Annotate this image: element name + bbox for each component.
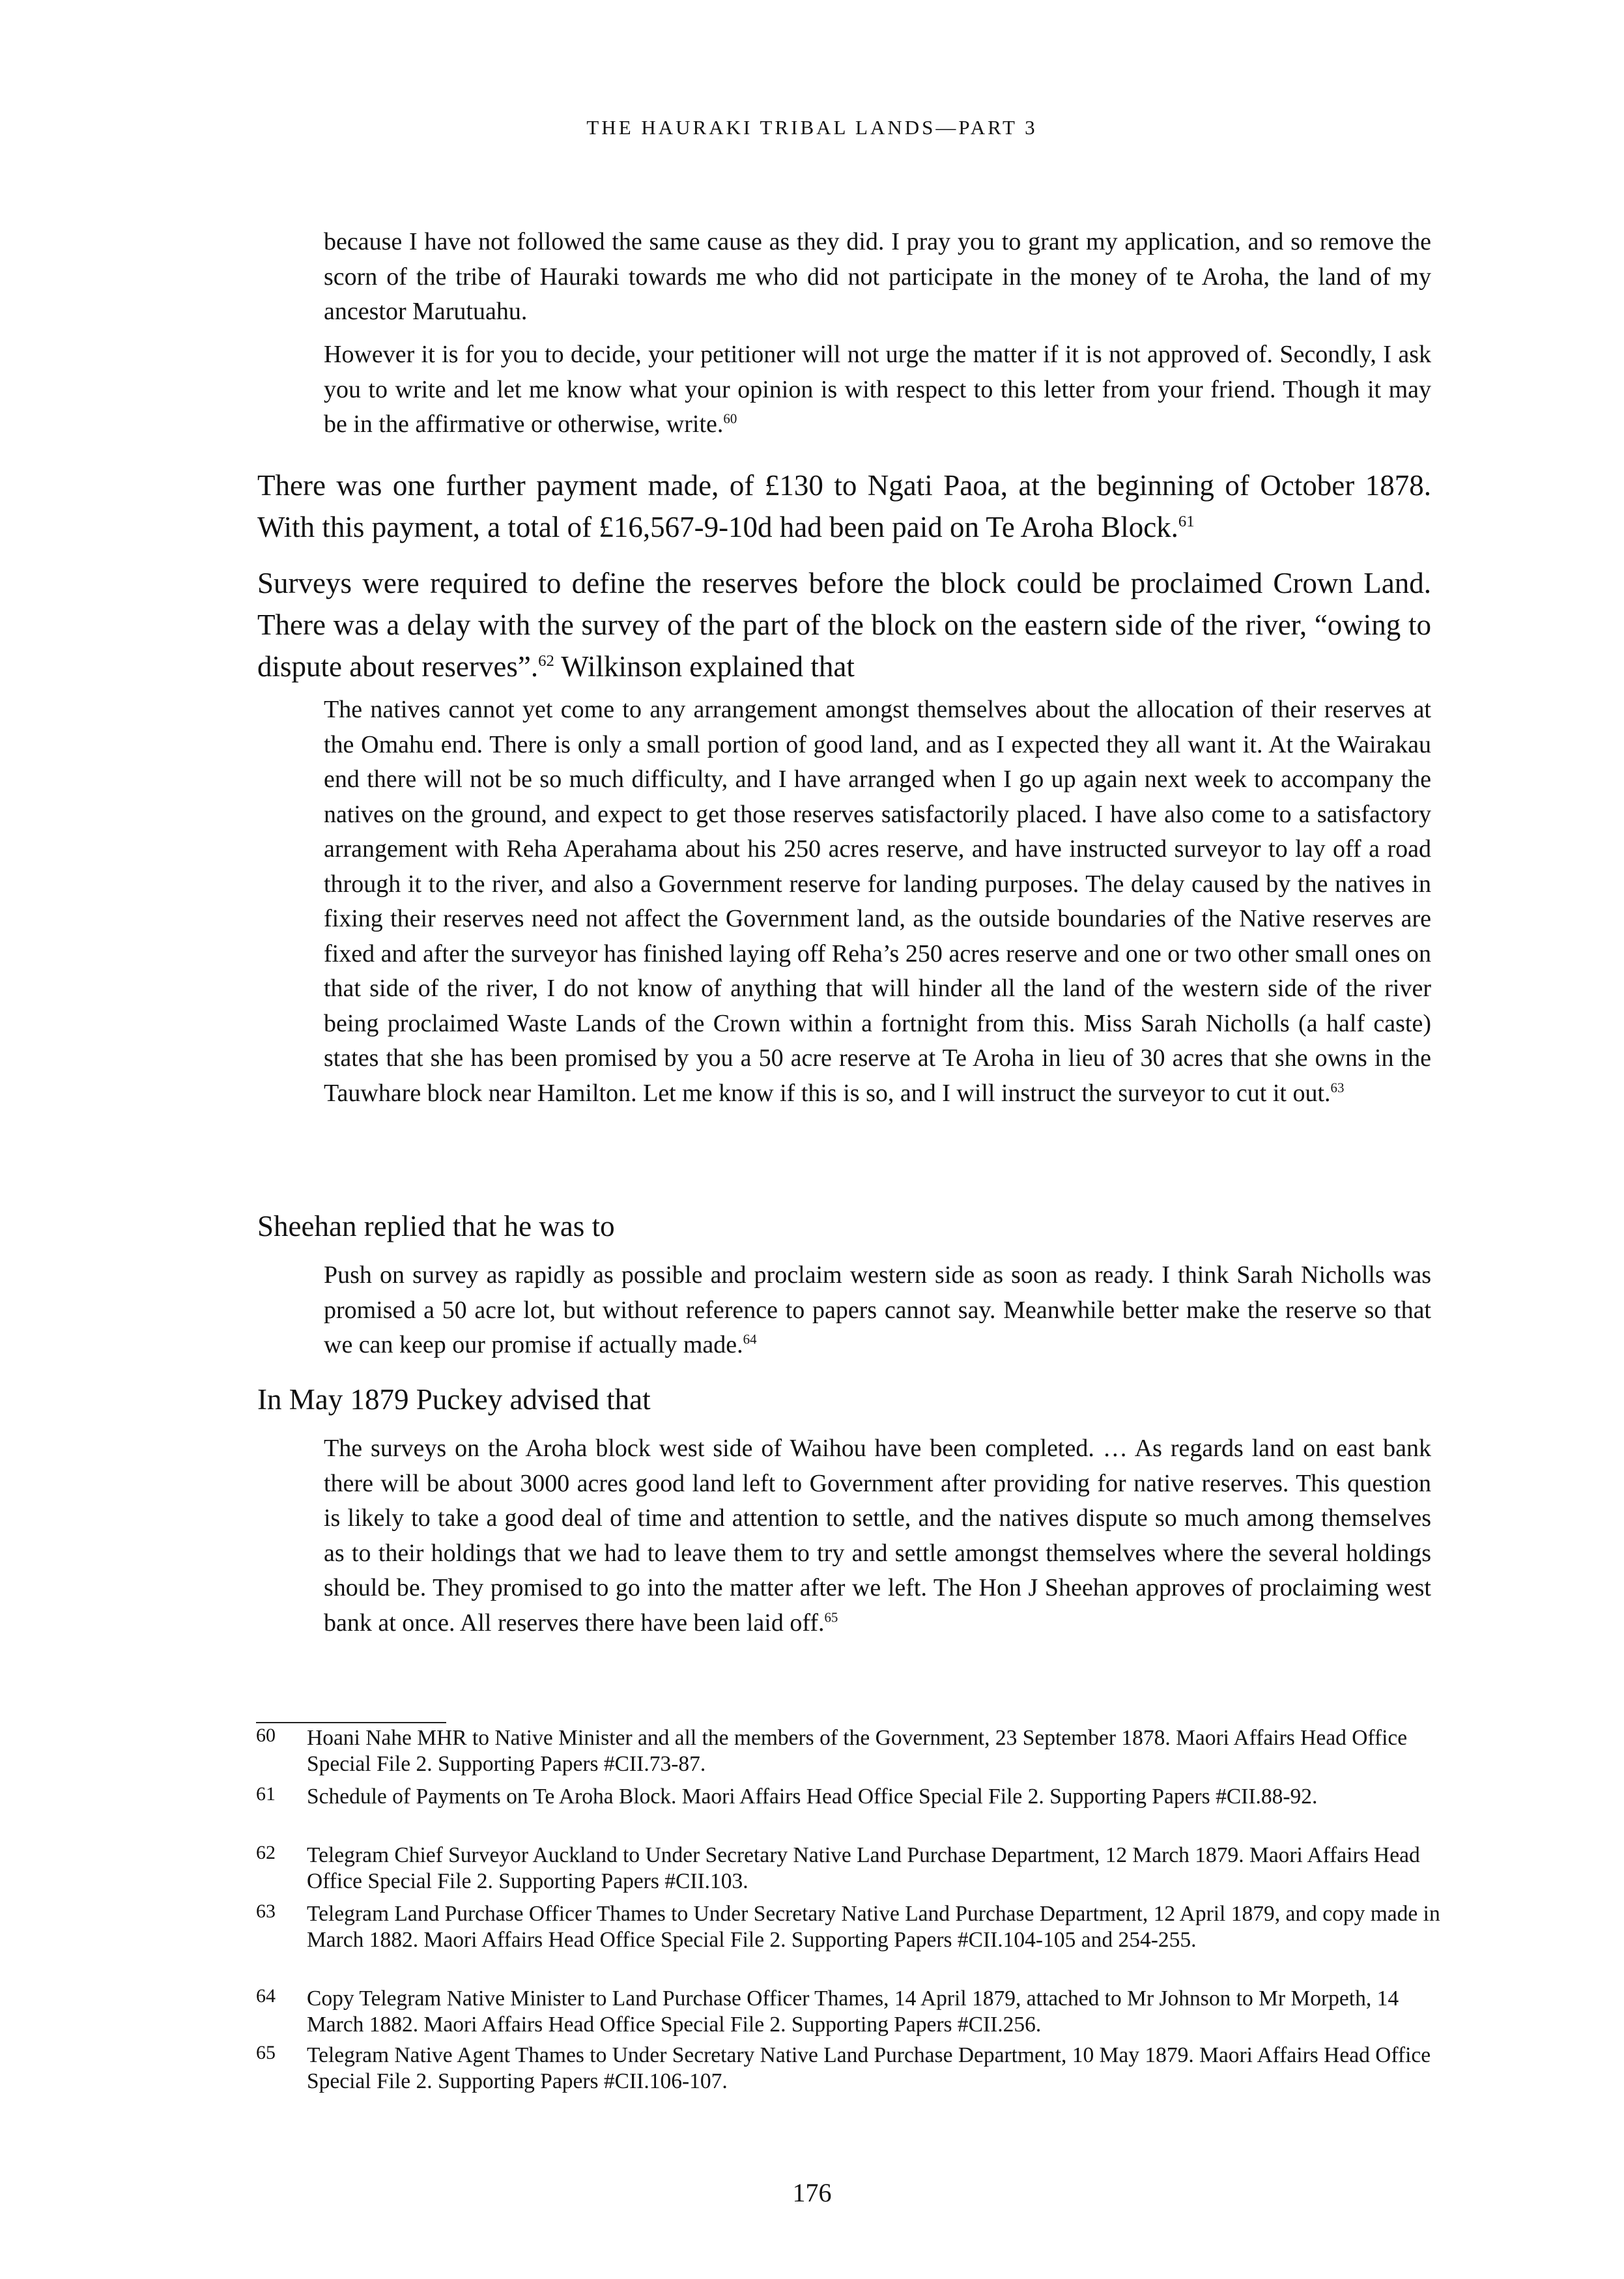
quote-text: Push on survey as rapidly as possible and proclaim western side as soon as ready. I think Sarah Nicholls was promised a 50 acre lot, but without reference to papers cannot say. Meanwhile better make the reserve so that we can keep our promise if actually made.	[324, 1261, 1431, 1358]
quote-text: However it is for you to decide, your petitioner will not urge the matter if it is not approved of. Secondly, I ask you to write and let me know what your opinion is with respect to this letter from your friend. Though it may be in the affirmative or otherwise, write.	[324, 341, 1431, 438]
running-title: THE HAURAKI TRIBAL LANDS—PART 3	[586, 116, 1038, 139]
block-quote-paragraph	[324, 1258, 1431, 1363]
footnote-number: 62	[256, 1842, 276, 1863]
footnote-ref[interactable]: 62	[538, 652, 554, 670]
footnote-number: 60	[256, 1725, 276, 1746]
footnote-ref[interactable]: 64	[743, 1331, 757, 1347]
footnote-text: Hoani Nahe MHR to Native Minister and all the members of the Government, 23 September 1878. Maori Affairs Head Office Special File 2. Supporting Papers #CII.73-87.	[307, 1726, 1408, 1776]
footnote	[256, 1842, 1442, 1895]
footnote-ref[interactable]: 60	[723, 410, 737, 427]
block-quote-paragraph	[324, 225, 1431, 330]
footnote-divider	[256, 1722, 446, 1723]
quote-text: The surveys on the Aroha block west side of Waihou have been completed. … As regards land on east bank there will be about 3000 acres good land left to Government after providing for native reserves. This question is likely to take a good deal of time and attention to settle, and the natives dispute so much among themselves as to their holdings that we had to leave them to try and settle amongst themselves where the several holdings should be. They promised to go into the matter after we left. The Hon J Sheehan approves of proclaiming west bank at once. All reserves there have been laid off.	[324, 1435, 1431, 1637]
footnote	[256, 1901, 1442, 1953]
footnote	[256, 1986, 1442, 2038]
footnote-number: 65	[256, 2042, 276, 2063]
footnote	[256, 2042, 1442, 2095]
paragraph-text: Wilkinson explained that	[554, 650, 855, 683]
footnote-ref[interactable]: 65	[824, 1609, 838, 1625]
quote-text: The natives cannot yet come to any arrangement amongst themselves about the allocation of their reserves at the Omahu end. There is only a small portion of good land, and as I expected they all want it. At the Wairakau end there will not be so much difficulty, and I have arranged when I go up again next week to accompany the natives on the ground, and expect to get those reserves satisfactorily placed. I have also come to a satisfactory arrangement with Reha Aperahama about his 250 acres reserve, and have instructed surveyor to lay off a road through it to the river, and also a Government reserve for landing purposes. The delay caused by the natives in fixing their reserves need not affect the Government land, as the outside boundaries of the Native reserves are fixed and after the surveyor has finished laying off Reha’s 250 acres reserve and one or two other small ones on that side of the river, I do not know of anything that will hinder all the land of the western side of the river being proclaimed Waste Lands of the Crown within a fortnight from this. Miss Sarah Nicholls (a half caste) states that she has been promised by you a 50 acre reserve at Te Aroha in lieu of 30 acres that she owns in the Tauwhare block near Hamilton. Let me know if this is so, and I will instruct the surveyor to cut it out.	[324, 696, 1431, 1107]
footnote-text: Telegram Native Agent Thames to Under Secretary Native Land Purchase Department, 10 May 1879. Maori Affairs Head Office Special File 2. Supporting Papers #CII.106-107.	[307, 2043, 1431, 2093]
footnote-number: 63	[256, 1900, 276, 1922]
body-paragraph	[257, 562, 1431, 687]
quote-text: because I have not followed the same cause as they did. I pray you to grant my application, and so remove the scorn of the tribe of Hauraki towards me who did not participate in the money of te Aroha, the land of my ancestor Marutuahu.	[324, 228, 1431, 325]
lead-in-line: In May 1879 Puckey advised that	[257, 1383, 651, 1416]
footnote-number: 64	[256, 1985, 276, 2007]
lead-in-line: Sheehan replied that he was to	[257, 1210, 615, 1242]
footnote-text: Schedule of Payments on Te Aroha Block. Maori Affairs Head Office Special File 2. Supporting Papers #CII.88-92.	[307, 1784, 1318, 1809]
footnote-text: Telegram Land Purchase Officer Thames to Under Secretary Native Land Purchase Department, 12 April 1879, and copy made in March 1882. Maori Affairs Head Office Special File 2. Supporting Papers #CII.104-105 and 254-255.	[307, 1902, 1440, 1952]
paragraph-text: There was one further payment made, of £130 to Ngati Paoa, at the beginning of October 1878. With this payment, a total of £16,567-9-10d had been paid on Te Aroha Block.	[257, 469, 1431, 543]
block-quote-paragraph	[324, 337, 1431, 442]
block-quote-paragraph	[324, 693, 1431, 1111]
block-quote-paragraph	[324, 1431, 1431, 1641]
footnote-ref[interactable]: 61	[1178, 513, 1195, 530]
footnote-ref[interactable]: 63	[1330, 1079, 1345, 1095]
footnote-number: 61	[256, 1783, 276, 1805]
footnote	[256, 1784, 1442, 1810]
page-number: 176	[792, 2178, 832, 2207]
footnote	[256, 1725, 1442, 1777]
footnote-text: Telegram Chief Surveyor Auckland to Under Secretary Native Land Purchase Department, 12 March 1879. Maori Affairs Head Office Special File 2. Supporting Papers #CII.103.	[307, 1843, 1420, 1893]
paragraph-text: Surveys were required to define the reserves before the block could be proclaimed Crown Land. There was a delay with the survey of the part of the block on the eastern side of the river, “owing to dispute about reserves”.	[257, 567, 1431, 683]
footnote-text: Copy Telegram Native Minister to Land Purchase Officer Thames, 14 April 1879, attached to Mr Johnson to Mr Morpeth, 14 March 1882. Maori Affairs Head Office Special File 2. Supporting Papers #CII.256.	[307, 1986, 1399, 2037]
body-paragraph	[257, 465, 1431, 548]
